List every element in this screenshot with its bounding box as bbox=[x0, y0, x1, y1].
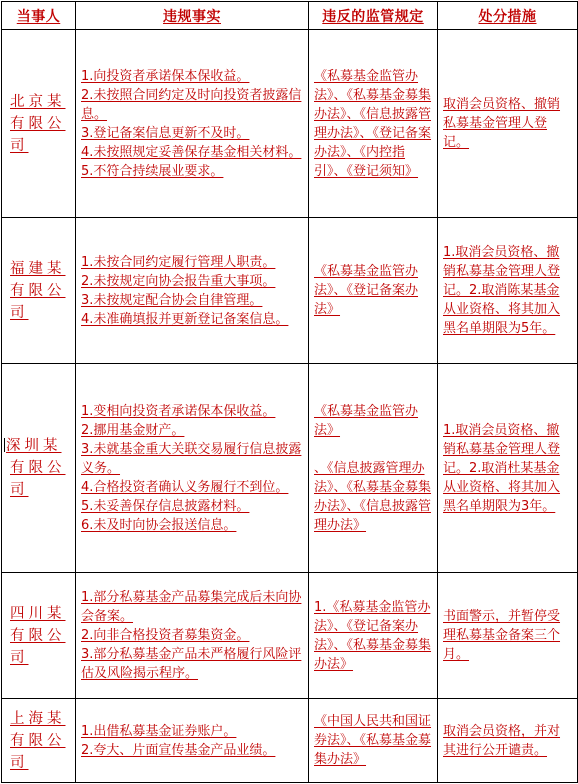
penalty-text: 书面警示，并暂停受理私募基金备案三个月。 bbox=[443, 609, 561, 662]
fact-item: 4.未按照规定妥善保存基金相关材料。 bbox=[81, 144, 302, 160]
fact-item: 1.向投资者承诺保本保收益。 bbox=[81, 68, 250, 84]
party-name: 上海某有限公司 bbox=[10, 710, 66, 771]
rules-text: 1.《私募基金监管办法》、《登记备案办法》、《私募基金募集办法》 bbox=[314, 599, 432, 672]
facts-cell bbox=[76, 30, 309, 218]
table-row bbox=[2, 364, 578, 573]
fact-item: 1.变相向投资者承诺保本保收益。 bbox=[81, 403, 276, 419]
facts-cell bbox=[76, 699, 309, 783]
rules-text: 《私募基金监管办法》 bbox=[314, 403, 419, 438]
fact-item: 1.出借私募基金证券账户。 bbox=[81, 723, 237, 739]
party-cell bbox=[2, 364, 76, 573]
fact-item: 2.夸大、片面宣传基金产品业绩。 bbox=[81, 742, 276, 758]
penalty-cell bbox=[438, 30, 578, 218]
fact-item: 2.挪用基金财产。 bbox=[81, 422, 185, 438]
rules-cell bbox=[309, 699, 438, 783]
rules-text: 、《信息披露管理办法》、《私募基金募集办法》、《信息披露管理办法》 bbox=[314, 460, 432, 533]
party-name: 北京某有限公司 bbox=[10, 93, 66, 154]
party-name: 福建某有限公司 bbox=[10, 260, 66, 321]
fact-item: 2.未按照合同约定及时向投资者披露信息。 bbox=[81, 87, 302, 122]
fact-item: 2.未按规定向协会报告重大事项。 bbox=[81, 273, 276, 289]
header-facts: 违规事实 bbox=[76, 2, 309, 30]
party-cell bbox=[2, 30, 76, 218]
facts-cell bbox=[76, 218, 309, 364]
rules-text: 《中国人民共和国证券法》、《私募基金募集办法》 bbox=[314, 714, 432, 767]
penalty-text: 1.取消会员资格、撤销私募基金管理人登记。2.取消杜某基金从业资格、将其加入黑名单期限为3年。 bbox=[443, 422, 561, 514]
table-row bbox=[2, 699, 578, 783]
header-penalty: 处分措施 bbox=[438, 2, 578, 30]
fact-item: 3.登记备案信息更新不及时。 bbox=[81, 125, 250, 141]
header-rules: 违反的监管规定 bbox=[309, 2, 438, 30]
party-cell bbox=[2, 218, 76, 364]
party-name: 四川某有限公司 bbox=[10, 605, 66, 666]
penalty-cell bbox=[438, 573, 578, 699]
table-row bbox=[2, 218, 578, 364]
penalty-cell bbox=[438, 218, 578, 364]
rules-cell bbox=[309, 573, 438, 699]
table-row bbox=[2, 30, 578, 218]
party-cell bbox=[2, 573, 76, 699]
party-name: 深圳某有限公司 bbox=[6, 438, 66, 498]
fact-item: 3.未按规定配合协会自律管理。 bbox=[81, 292, 263, 308]
rules-text: 《私募基金监管办法》、《登记备案办法》 bbox=[314, 264, 419, 317]
text-cursor bbox=[4, 438, 5, 452]
penalty-cell bbox=[438, 699, 578, 783]
fact-item: 6.未及时向协会报送信息。 bbox=[81, 517, 237, 533]
facts-cell bbox=[76, 364, 309, 573]
penalty-text: 1.取消会员资格、撤销私募基金管理人登记。2.取消陈某基金从业资格、将其加入黑名单期限为5年。 bbox=[443, 245, 561, 336]
rules-cell bbox=[309, 218, 438, 364]
table-row bbox=[2, 573, 578, 699]
penalty-text: 取消会员资格，并对其进行公开谴责。 bbox=[443, 723, 561, 758]
penalty-cell bbox=[438, 364, 578, 573]
fact-item: 2.向非合格投资者募集资金。 bbox=[81, 628, 250, 643]
rules-text: 《私募基金监管办法》、《私募基金募集办法》、《信息披露管理办法》、《登记备案办法》、《内控指引》、《登记须知》 bbox=[314, 68, 432, 179]
fact-item: 3.未就基金重大关联交易履行信息披露义务。 bbox=[81, 441, 302, 476]
fact-item: 4.未准确填报并更新登记备案信息。 bbox=[81, 311, 289, 327]
header-row bbox=[2, 2, 578, 30]
fact-item: 1.部分私募基金产品募集完成后未向协会备案。 bbox=[81, 590, 302, 624]
fact-item: 3.部分私募基金产品未严格履行风险评估及风险揭示程序。 bbox=[81, 647, 302, 681]
fact-item: 5.未妥善保存信息披露材料。 bbox=[81, 498, 250, 514]
fact-item: 4.合格投资者确认义务履行不到位。 bbox=[81, 479, 289, 495]
penalty-text: 取消会员资格、撤销私募基金管理人登记。 bbox=[443, 97, 561, 150]
fact-item: 1.未按合同约定履行管理人职责。 bbox=[81, 254, 276, 270]
party-cell bbox=[2, 699, 76, 783]
header-party: 当事人 bbox=[2, 2, 76, 30]
disciplinary-table bbox=[1, 1, 578, 783]
fact-item: 5.不符合持续展业要求。 bbox=[81, 163, 224, 179]
facts-cell bbox=[76, 573, 309, 699]
rules-cell bbox=[309, 30, 438, 218]
rules-cell bbox=[309, 364, 438, 573]
